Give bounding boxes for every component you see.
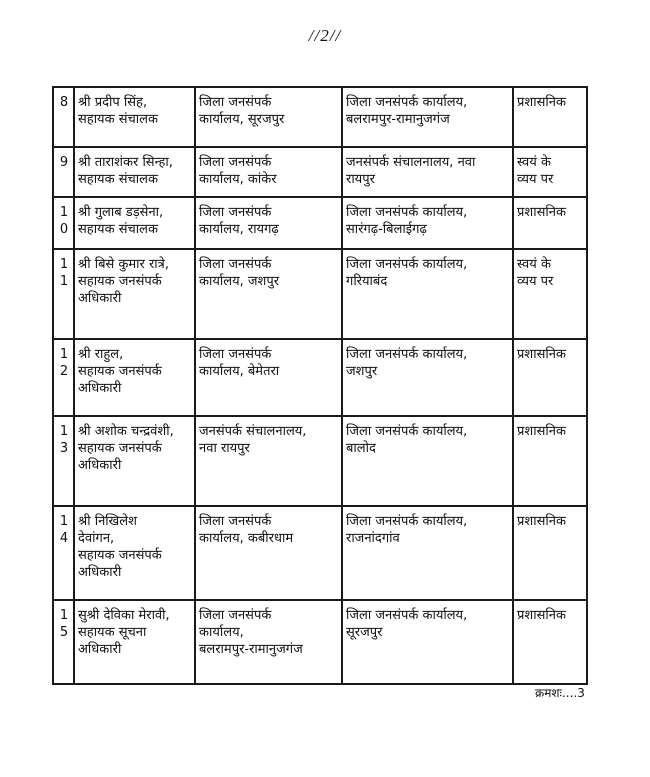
name-cell bbox=[74, 147, 195, 197]
to-office-cell bbox=[342, 147, 513, 197]
name-line: सहायक जनसंपर्क bbox=[78, 274, 162, 289]
table-row bbox=[53, 506, 587, 600]
reason-cell bbox=[513, 87, 587, 147]
name-cell bbox=[74, 87, 195, 147]
from-office-line: नवा रायपुर bbox=[199, 441, 250, 456]
from-office-cell bbox=[195, 87, 342, 147]
to-office-line: जनसंपर्क संचालनालय, नवा bbox=[346, 155, 476, 170]
to-office-line: सारंगढ़-बिलाईगढ़ bbox=[346, 222, 427, 237]
reason-cell bbox=[513, 147, 587, 197]
name-cell bbox=[74, 506, 195, 600]
name-line: सहायक सूचना bbox=[78, 625, 147, 640]
name-line: सहायक जनसंपर्क bbox=[78, 441, 162, 456]
serial-cell: 11 bbox=[53, 249, 74, 339]
to-office-cell bbox=[342, 197, 513, 249]
name-cell bbox=[74, 197, 195, 249]
table-row bbox=[53, 197, 587, 249]
name-line: अधिकारी bbox=[78, 458, 122, 473]
serial-cell: 9 bbox=[53, 147, 74, 197]
table-row bbox=[53, 87, 587, 147]
reason-cell bbox=[513, 416, 587, 506]
to-office-line: जिला जनसंपर्क कार्यालय, bbox=[346, 514, 468, 529]
name-line: श्री गुलाब डड़सेना, bbox=[78, 205, 164, 220]
reason-line: स्वयं के bbox=[517, 155, 551, 170]
table-row bbox=[53, 147, 587, 197]
from-office-line: जिला जनसंपर्क bbox=[199, 514, 272, 529]
to-office-line: जिला जनसंपर्क कार्यालय, bbox=[346, 95, 468, 110]
reason-line: प्रशासनिक bbox=[517, 608, 566, 623]
reason-line: प्रशासनिक bbox=[517, 205, 566, 220]
to-office-line: गरियाबंद bbox=[346, 274, 388, 289]
name-line: सुश्री देविका मेरावी, bbox=[78, 608, 170, 623]
name-line: श्री प्रदीप सिंह, bbox=[78, 95, 148, 110]
from-office-line: जिला जनसंपर्क bbox=[199, 257, 272, 272]
reason-cell bbox=[513, 600, 587, 684]
from-office-line: जिला जनसंपर्क bbox=[199, 608, 272, 623]
name-line: अधिकारी bbox=[78, 291, 122, 306]
to-office-line: जशपुर bbox=[346, 364, 378, 379]
name-cell bbox=[74, 249, 195, 339]
serial-cell: 13 bbox=[53, 416, 74, 506]
to-office-line: जिला जनसंपर्क कार्यालय, bbox=[346, 424, 468, 439]
from-office-line: कार्यालय, कबीरधाम bbox=[199, 531, 294, 546]
reason-line: प्रशासनिक bbox=[517, 514, 566, 529]
to-office-line: जिला जनसंपर्क कार्यालय, bbox=[346, 205, 468, 220]
to-office-line: बलरामपुर-रामानुजगंज bbox=[346, 112, 450, 127]
table-row bbox=[53, 600, 587, 684]
from-office-cell bbox=[195, 147, 342, 197]
name-line: अधिकारी bbox=[78, 381, 122, 396]
serial-cell: 8 bbox=[53, 87, 74, 147]
to-office-line: जिला जनसंपर्क कार्यालय, bbox=[346, 347, 468, 362]
to-office-line: जिला जनसंपर्क कार्यालय, bbox=[346, 608, 468, 623]
to-office-cell bbox=[342, 416, 513, 506]
from-office-cell bbox=[195, 506, 342, 600]
table-row bbox=[53, 339, 587, 416]
to-office-cell bbox=[342, 506, 513, 600]
continued-note: क्रमशः....3 bbox=[535, 686, 585, 700]
name-line: अधिकारी bbox=[78, 565, 122, 580]
name-line: सहायक संचालक bbox=[78, 112, 158, 127]
page-number: //2// bbox=[308, 26, 342, 45]
transfer-table bbox=[52, 86, 588, 685]
from-office-line: बलरामपुर-रामानुजगंज bbox=[199, 642, 303, 657]
to-office-line: सूरजपुर bbox=[346, 625, 383, 640]
from-office-line: जनसंपर्क संचालनालय, bbox=[199, 424, 307, 439]
reason-cell bbox=[513, 339, 587, 416]
from-office-line: कार्यालय, bbox=[199, 625, 244, 640]
reason-line: व्यय पर bbox=[517, 274, 554, 289]
from-office-line: जिला जनसंपर्क bbox=[199, 155, 272, 170]
name-cell bbox=[74, 416, 195, 506]
serial-cell: 12 bbox=[53, 339, 74, 416]
name-cell bbox=[74, 600, 195, 684]
from-office-line: कार्यालय, कांकेर bbox=[199, 172, 277, 187]
name-line: श्री निखिलेश bbox=[78, 514, 137, 529]
to-office-line: रायपुर bbox=[346, 172, 375, 187]
reason-line: प्रशासनिक bbox=[517, 95, 566, 110]
to-office-cell bbox=[342, 600, 513, 684]
serial-cell: 14 bbox=[53, 506, 74, 600]
reason-line: व्यय पर bbox=[517, 172, 554, 187]
name-line: श्री अशोक चन्द्रवंशी, bbox=[78, 424, 174, 439]
reason-line: स्वयं के bbox=[517, 257, 551, 272]
to-office-line: राजनांदगांव bbox=[346, 531, 400, 546]
from-office-line: कार्यालय, जशपुर bbox=[199, 274, 280, 289]
name-line: अधिकारी bbox=[78, 642, 122, 657]
from-office-line: कार्यालय, सूरजपुर bbox=[199, 112, 285, 127]
table-row bbox=[53, 249, 587, 339]
name-line: श्री बिसे कुमार रात्रे, bbox=[78, 257, 169, 272]
serial-cell: 15 bbox=[53, 600, 74, 684]
name-line: श्री राहुल, bbox=[78, 347, 124, 362]
from-office-line: जिला जनसंपर्क bbox=[199, 205, 272, 220]
from-office-cell bbox=[195, 416, 342, 506]
reason-cell bbox=[513, 506, 587, 600]
to-office-cell bbox=[342, 339, 513, 416]
to-office-cell bbox=[342, 87, 513, 147]
reason-line: प्रशासनिक bbox=[517, 347, 566, 362]
name-cell bbox=[74, 339, 195, 416]
from-office-line: कार्यालय, बेमेतरा bbox=[199, 364, 280, 379]
to-office-cell bbox=[342, 249, 513, 339]
to-office-line: बालोद bbox=[346, 441, 376, 456]
reason-line: प्रशासनिक bbox=[517, 424, 566, 439]
serial-cell: 10 bbox=[53, 197, 74, 249]
from-office-line: कार्यालय, रायगढ़ bbox=[199, 222, 279, 237]
name-line: सहायक संचालक bbox=[78, 172, 158, 187]
reason-cell bbox=[513, 197, 587, 249]
from-office-cell bbox=[195, 339, 342, 416]
from-office-line: जिला जनसंपर्क bbox=[199, 95, 272, 110]
name-line: सहायक जनसंपर्क bbox=[78, 548, 162, 563]
name-line: देवांगन, bbox=[78, 531, 115, 546]
from-office-cell bbox=[195, 600, 342, 684]
name-line: श्री ताराशंकर सिन्हा, bbox=[78, 155, 173, 170]
from-office-cell bbox=[195, 197, 342, 249]
name-line: सहायक संचालक bbox=[78, 222, 158, 237]
from-office-cell bbox=[195, 249, 342, 339]
table-body bbox=[53, 87, 587, 684]
from-office-line: जिला जनसंपर्क bbox=[199, 347, 272, 362]
to-office-line: जिला जनसंपर्क कार्यालय, bbox=[346, 257, 468, 272]
reason-cell bbox=[513, 249, 587, 339]
name-line: सहायक जनसंपर्क bbox=[78, 364, 162, 379]
table-row bbox=[53, 416, 587, 506]
